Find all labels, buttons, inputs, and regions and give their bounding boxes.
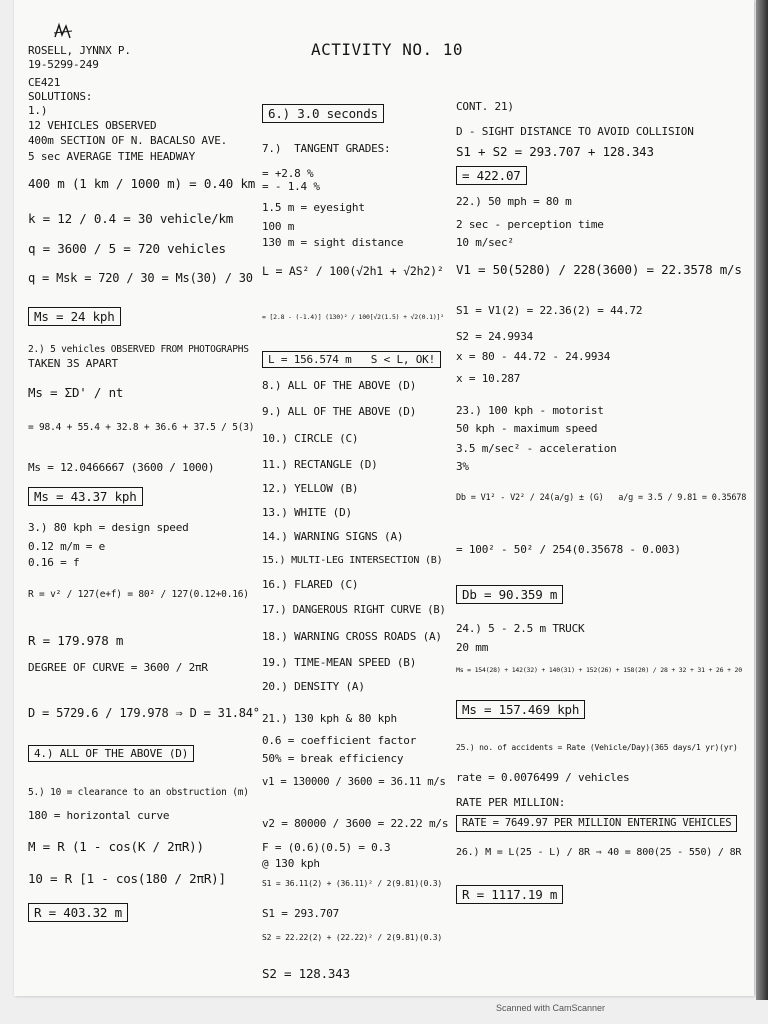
solution-line: = +2.8 % bbox=[262, 167, 314, 180]
solution-line: 10 = R [1 - cos(180 / 2πR)] bbox=[28, 871, 226, 886]
solution-line: 23.) 100 kph - motorist bbox=[456, 404, 604, 417]
solution-line: S2 = 128.343 bbox=[262, 966, 350, 981]
solution-line: 0.16 = f bbox=[28, 556, 80, 569]
solution-line: = 98.4 + 55.4 + 32.8 + 36.6 + 37.5 / 5(3) bbox=[28, 422, 255, 433]
boxed-answer: = 422.07 bbox=[456, 166, 527, 185]
solution-line: 400m SECTION OF N. BACALSO AVE. bbox=[28, 134, 228, 147]
solution-line: 1.5 m = eyesight bbox=[262, 201, 365, 214]
solution-line: 9.) ALL OF THE ABOVE (D) bbox=[262, 405, 417, 418]
boxed-answer: Ms = 157.469 kph bbox=[456, 700, 585, 719]
solution-line: 130 m = sight distance bbox=[262, 236, 404, 249]
solution-line: q = 3600 / 5 = 720 vehicles bbox=[28, 241, 226, 256]
solution-line: 8.) ALL OF THE ABOVE (D) bbox=[262, 379, 417, 392]
solution-line: D = 5729.6 / 179.978 ⇒ D = 31.84° bbox=[28, 706, 260, 720]
solution-line: 100 m bbox=[262, 220, 295, 233]
solution-line: 11.) RECTANGLE (D) bbox=[262, 458, 378, 471]
solution-line: Ms = 154(28) + 142(32) + 140(31) + 152(26) + 158(20) / 28 + 32 + 31 + 26 + 20 bbox=[456, 666, 742, 674]
solution-line: 12.) YELLOW (B) bbox=[262, 482, 359, 495]
solution-line: 15.) MULTI-LEG INTERSECTION (B) bbox=[262, 555, 443, 566]
solution-line: Ms = ΣD' / nt bbox=[28, 385, 124, 400]
solution-line: 25.) no. of accidents = Rate (Vehicle/Day)(365 days/1 yr)(yr) bbox=[456, 743, 738, 752]
solution-line: 24.) 5 - 2.5 m TRUCK bbox=[456, 622, 585, 635]
solution-line: 3.5 m/sec² - acceleration bbox=[456, 442, 617, 455]
solution-line: R = 179.978 m bbox=[28, 633, 124, 648]
solution-line: S1 + S2 = 293.707 + 128.343 bbox=[456, 144, 654, 159]
solution-line: 1.) bbox=[28, 104, 48, 117]
solution-line: 14.) WARNING SIGNS (A) bbox=[262, 530, 404, 543]
solution-line: 2.) 5 vehicles OBSERVED FROM PHOTOGRAPHS bbox=[28, 344, 249, 355]
solution-line: = [2.8 - (-1.4)] (130)² / 100[√2(1.5) + √2(0.1)]² bbox=[262, 313, 444, 321]
solution-line: S1 = V1(2) = 22.36(2) = 44.72 bbox=[456, 304, 643, 317]
page-edge-shadow bbox=[756, 0, 768, 1000]
solution-line: q = Msk = 720 / 30 = Ms(30) / 30 bbox=[28, 271, 253, 285]
boxed-answer: 6.) 3.0 seconds bbox=[262, 104, 384, 123]
solution-line: 20.) DENSITY (A) bbox=[262, 680, 365, 693]
solution-line: @ 130 kph bbox=[262, 857, 320, 870]
solution-line: SOLUTIONS: bbox=[28, 90, 93, 103]
solution-line: v2 = 80000 / 3600 = 22.22 m/s bbox=[262, 817, 449, 830]
solution-line: D - SIGHT DISTANCE TO AVOID COLLISION bbox=[456, 125, 694, 138]
solution-line: 50% = break efficiency bbox=[262, 752, 404, 765]
solution-line: CE421 bbox=[28, 76, 61, 89]
solution-line: 12 VEHICLES OBSERVED bbox=[28, 119, 157, 132]
solution-line: 16.) FLARED (C) bbox=[262, 578, 359, 591]
solution-line: DEGREE OF CURVE = 3600 / 2πR bbox=[28, 661, 208, 674]
solution-line: F = (0.6)(0.5) = 0.3 bbox=[262, 841, 391, 854]
solution-line: 21.) 130 kph & 80 kph bbox=[262, 712, 397, 725]
scanner-watermark: Scanned with CamScanner bbox=[496, 1003, 606, 1013]
solution-line: 3.) 80 kph = design speed bbox=[28, 521, 189, 534]
solution-line: L = AS² / 100(√2h1 + √2h2)² bbox=[262, 264, 444, 278]
solution-line: 10.) CIRCLE (C) bbox=[262, 432, 359, 445]
solution-line: 13.) WHITE (D) bbox=[262, 506, 352, 519]
solution-line: 2 sec - perception time bbox=[456, 218, 604, 231]
solution-line: 26.) M = L(25 - L) / 8R ⇒ 40 = 800(25 - 550) / 8R bbox=[456, 847, 742, 858]
solution-line: M = R (1 - cos(K / 2πR)) bbox=[28, 839, 204, 854]
solution-line: TAKEN 3S APART bbox=[28, 357, 118, 370]
solution-line: CONT. 21) bbox=[456, 100, 514, 113]
solution-line: 19-5299-249 bbox=[28, 58, 99, 71]
solution-line: = 100² - 50² / 254(0.35678 - 0.003) bbox=[456, 543, 681, 556]
solution-line: x = 10.287 bbox=[456, 372, 521, 385]
solution-line: 50 kph - maximum speed bbox=[456, 422, 598, 435]
solution-line: 5 sec AVERAGE TIME HEADWAY bbox=[28, 150, 195, 163]
solution-line: 3% bbox=[456, 460, 469, 473]
solution-line: S2 = 24.9934 bbox=[456, 330, 534, 343]
solution-line: k = 12 / 0.4 = 30 vehicle/km bbox=[28, 211, 234, 226]
solution-line: rate = 0.0076499 / vehicles bbox=[456, 771, 630, 784]
boxed-answer: Db = 90.359 m bbox=[456, 585, 563, 604]
boxed-answer: Ms = 24 kph bbox=[28, 307, 121, 326]
boxed-answer: 4.) ALL OF THE ABOVE (D) bbox=[28, 745, 194, 762]
boxed-answer: Ms = 43.37 kph bbox=[28, 487, 143, 506]
solution-line: 0.12 m/m = e bbox=[28, 540, 106, 553]
solution-line: 5.) 10 = clearance to an obstruction (m) bbox=[28, 787, 249, 798]
solution-line: 18.) WARNING CROSS ROADS (A) bbox=[262, 630, 442, 643]
solution-line: x = 80 - 44.72 - 24.9934 bbox=[456, 350, 611, 363]
solution-line: 10 m/sec² bbox=[456, 236, 514, 249]
solution-line: ROSELL, JYNNX P. bbox=[28, 44, 131, 57]
solution-line: 19.) TIME-MEAN SPEED (B) bbox=[262, 656, 417, 669]
solution-line: Ms = 12.0466667 (3600 / 1000) bbox=[28, 461, 215, 474]
page-title: ACTIVITY NO. 10 bbox=[311, 40, 463, 59]
solution-line: 400 m (1 km / 1000 m) = 0.40 km bbox=[28, 176, 256, 191]
solution-line: V1 = 50(5280) / 228(3600) = 22.3578 m/s bbox=[456, 262, 742, 277]
signature-mark bbox=[52, 22, 74, 42]
solution-line: v1 = 130000 / 3600 = 36.11 m/s bbox=[262, 776, 446, 788]
solution-line: S1 = 293.707 bbox=[262, 907, 340, 920]
solution-line: 22.) 50 mph = 80 m bbox=[456, 195, 572, 208]
solution-line: 17.) DANGEROUS RIGHT CURVE (B) bbox=[262, 604, 446, 616]
boxed-answer: R = 403.32 m bbox=[28, 903, 128, 922]
boxed-answer: R = 1117.19 m bbox=[456, 885, 563, 904]
solution-line: 7.) TANGENT GRADES: bbox=[262, 142, 391, 155]
solution-line: 0.6 = coefficient factor bbox=[262, 734, 417, 747]
boxed-answer: L = 156.574 m S < L, OK! bbox=[262, 351, 441, 368]
solution-line: 180 = horizontal curve bbox=[28, 809, 170, 822]
solution-line: S2 = 22.22(2) + (22.22)² / 2(9.81)(0.3) bbox=[262, 933, 443, 942]
boxed-answer: RATE = 7649.97 PER MILLION ENTERING VEHICLES bbox=[456, 815, 737, 832]
solution-line: 20 mm bbox=[456, 641, 489, 654]
solution-line: R = v² / 127(e+f) = 80² / 127(0.12+0.16) bbox=[28, 589, 249, 600]
solution-line: = - 1.4 % bbox=[262, 180, 320, 193]
solution-line: RATE PER MILLION: bbox=[456, 796, 566, 809]
solution-line: Db = V1² - V2² / 24(a/g) ± (G) a/g = 3.5 / 9.81 = 0.35678 bbox=[456, 493, 747, 503]
solution-line: S1 = 36.11(2) + (36.11)² / 2(9.81)(0.3) bbox=[262, 879, 443, 888]
